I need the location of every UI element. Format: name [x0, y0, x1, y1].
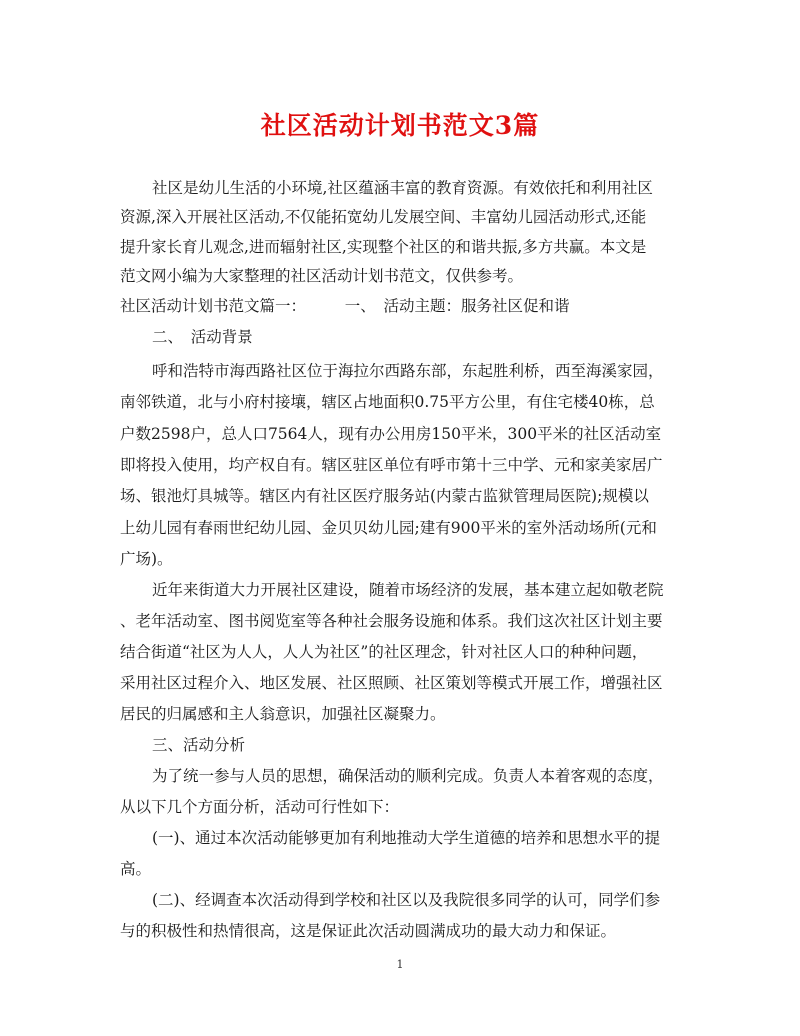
section-heading-line: 社区活动计划书范文篇一： 一、 活动主题：服务社区促和谐: [120, 297, 570, 315]
paragraph-line: 为了统一参与人员的思想，确保活动的顺利完成。负责人本着客观的态度，: [152, 767, 664, 785]
paragraph-line: (二)、经调查本次活动得到学校和社区以及我院很多同学的认可，同学们参: [152, 891, 661, 909]
paragraph-line: 从以下几个方面分析，活动可行性如下：: [120, 798, 400, 816]
paragraph-line: 与的积极性和热情很高，这是保证此次活动圆满成功的最大动力和保证。: [120, 922, 617, 940]
paragraph-line: 南邻铁道，北与小府村接壤，辖区占地面积0.75平方公里，有住宅楼40栋，总: [120, 393, 655, 411]
paragraph-line: 上幼儿园有春雨世纪幼儿园、金贝贝幼儿园;建有900平米的室外活动场所(元和: [120, 519, 657, 537]
paragraph-line: 居民的归属感和主人翁意识，加强社区凝聚力。: [120, 705, 446, 723]
paragraph-line: 场、银池灯具城等。辖区内有社区医疗服务站(内蒙古监狱管理局医院);规模以: [120, 487, 649, 505]
page-number: 1: [396, 958, 404, 971]
paragraph-line: 户数2598户，总人口7564人，现有办公用房150平米，300平米的社区活动室: [120, 425, 662, 443]
paragraph-line: 提升家长育儿观念,进而辐射社区,实现整个社区的和谐共振,多方共赢。本文是: [120, 238, 647, 256]
paragraph-line: 广场)。: [120, 550, 173, 568]
paragraph-line: 、老年活动室、图书阅览室等各种社会服务设施和体系。我们这次社区计划主要: [120, 612, 663, 630]
paragraph-line: (一)、通过本次活动能够更加有利地推动大学生道德的培养和思想水平的提: [152, 829, 661, 847]
section-heading: 三、活动分析: [152, 736, 246, 754]
paragraph-line: 即将投入使用，均产权自有。辖区驻区单位有呼市第十三中学、元和家美家居广: [120, 456, 663, 474]
paragraph-line: 结合街道“社区为人人，人人为社区”的社区理念，针对社区人口的种种问题，: [120, 643, 648, 661]
paragraph-line: 资源,深入开展社区活动,不仅能拓宽幼儿发展空间、丰富幼儿园活动形式,还能: [120, 208, 647, 226]
paragraph-line: 范文网小编为大家整理的社区活动计划书范文，仅供参考。: [120, 267, 524, 285]
paragraph-line: 高。: [120, 860, 152, 878]
section-heading: 二、 活动背景: [152, 328, 253, 346]
paragraph-line: 近年来街道大力开展社区建设，随着市场经济的发展，基本建立起如敬老院: [152, 581, 664, 599]
paragraph-line: 呼和浩特市海西路社区位于海拉尔西路东部，东起胜利桥，西至海溪家园，: [152, 362, 664, 380]
paragraph-line: 采用社区过程介入、地区发展、社区照顾、社区策划等模式开展工作，增强社区: [120, 674, 663, 692]
document-title: 社区活动计划书范文3篇: [260, 111, 540, 140]
paragraph-line: 社区是幼儿生活的小环境,社区蕴涵丰富的教育资源。有效依托和利用社区: [152, 179, 653, 197]
